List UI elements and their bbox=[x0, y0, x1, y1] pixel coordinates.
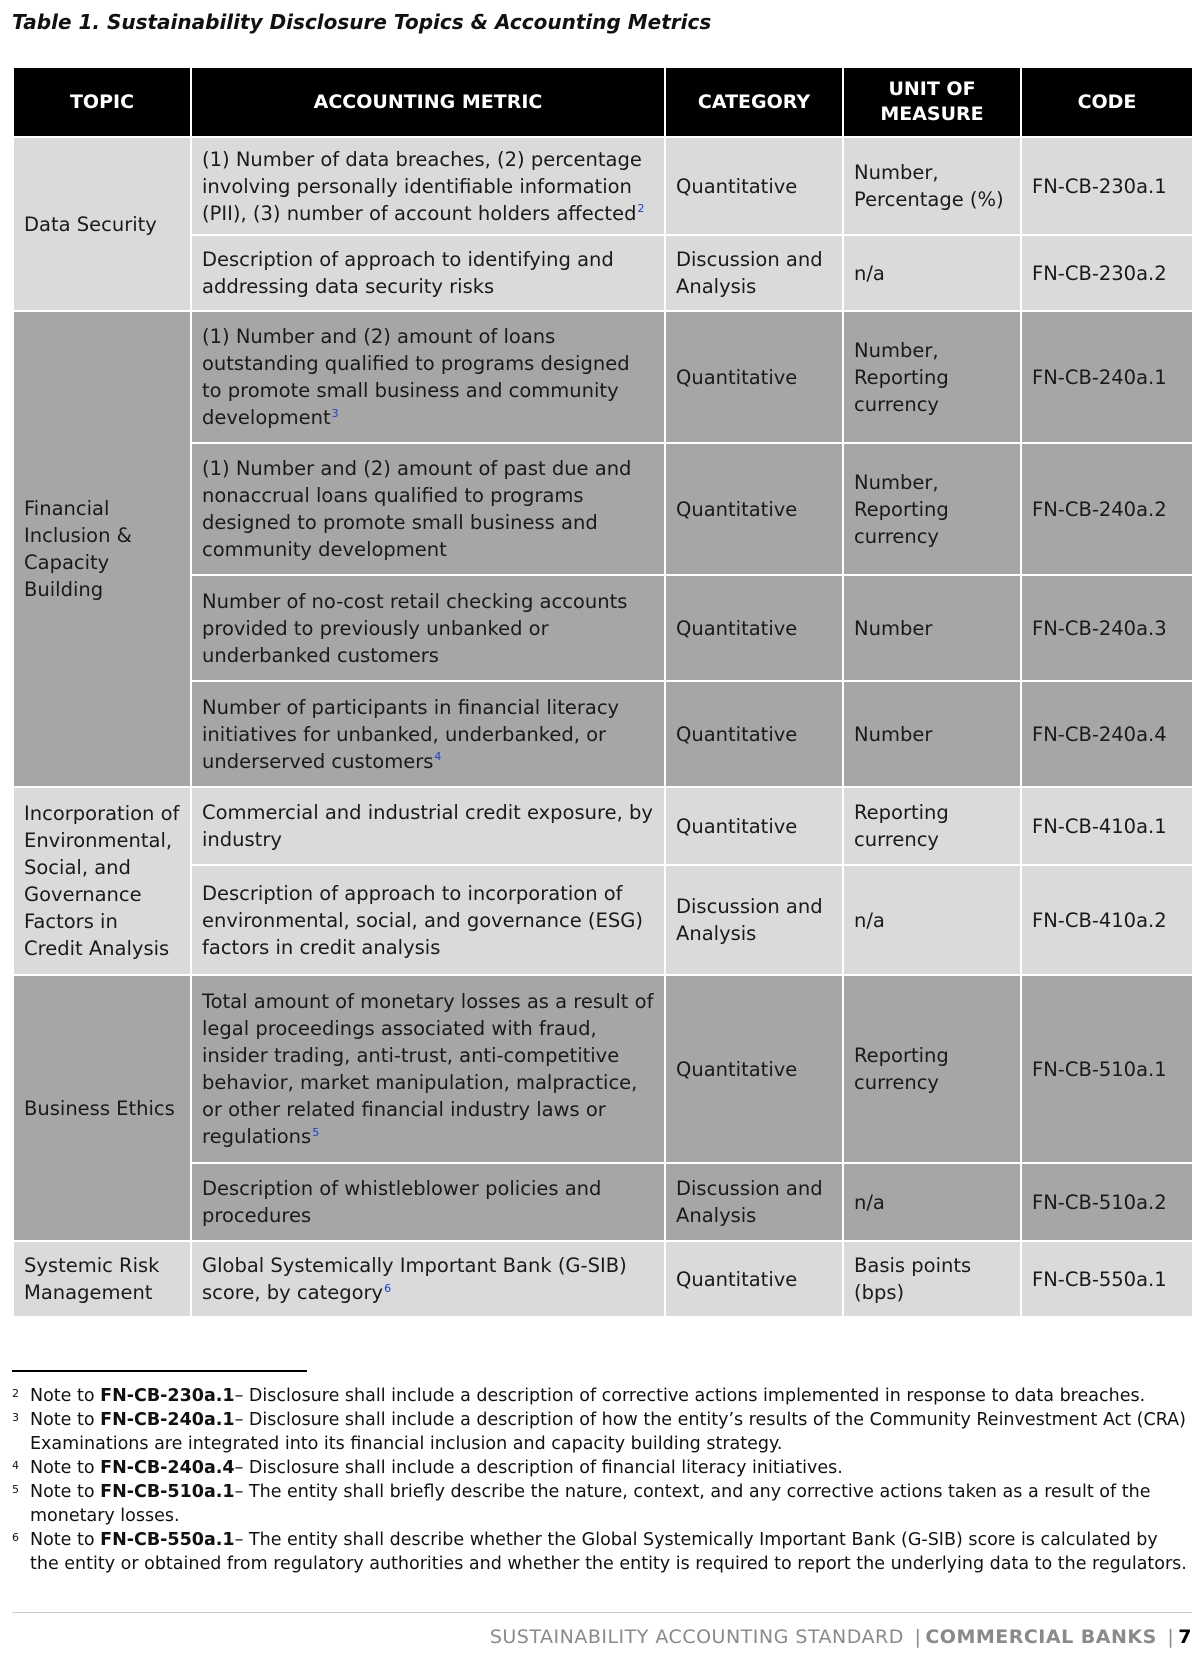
metric-text: (1) Number and (2) amount of loans outstanding qualified to programs designed to promote small business and community development bbox=[202, 325, 630, 429]
footnote bbox=[12, 1384, 1192, 1408]
category-cell: Quantitative bbox=[665, 575, 843, 681]
metric-cell bbox=[191, 235, 665, 311]
category-cell: Quantitative bbox=[665, 1241, 843, 1317]
header-topic: TOPIC bbox=[13, 67, 191, 137]
table-row bbox=[13, 787, 1193, 865]
category-cell: Quantitative bbox=[665, 137, 843, 235]
footer-separator: | bbox=[1167, 1626, 1175, 1648]
unit-cell: Number bbox=[843, 575, 1021, 681]
metrics-table bbox=[12, 66, 1194, 1318]
category-cell: Quantitative bbox=[665, 787, 843, 865]
metric-text: (1) Number and (2) amount of past due and nonaccrual loans qualified to programs designed to promote small business and community development bbox=[202, 457, 632, 561]
metric-cell bbox=[191, 1163, 665, 1241]
topic-cell: Incorporation of Environmental, Social, and Governance Factors in Credit Analysis bbox=[13, 787, 191, 975]
category-cell: Discussion and Analysis bbox=[665, 235, 843, 311]
table-row bbox=[13, 975, 1193, 1163]
footnote-prefix: Note to bbox=[30, 1458, 101, 1478]
unit-cell: n/a bbox=[843, 1163, 1021, 1241]
footnote-code: FN-CB-230a.1 bbox=[100, 1386, 235, 1406]
category-cell: Quantitative bbox=[665, 443, 843, 575]
code-cell: FN-CB-240a.1 bbox=[1021, 311, 1193, 443]
unit-cell: n/a bbox=[843, 865, 1021, 975]
code-cell: FN-CB-510a.1 bbox=[1021, 975, 1193, 1163]
footnote-ref[interactable]: 2 bbox=[637, 202, 645, 215]
footer-divider bbox=[12, 1612, 1192, 1613]
metric-text: Number of no-cost retail checking accounts provided to previously unbanked or underbanked customers bbox=[202, 589, 628, 667]
header-category: CATEGORY bbox=[665, 67, 843, 137]
code-cell: FN-CB-410a.1 bbox=[1021, 787, 1193, 865]
code-cell: FN-CB-230a.2 bbox=[1021, 235, 1193, 311]
footnote-number: 6 bbox=[12, 1531, 19, 1544]
category-cell: Quantitative bbox=[665, 681, 843, 787]
metric-text: Number of participants in financial literacy initiatives for unbanked, underbanked, or underserved customers bbox=[202, 695, 620, 773]
unit-cell: Reporting currency bbox=[843, 787, 1021, 865]
footnote-prefix: Note to bbox=[30, 1410, 101, 1430]
category-cell: Quantitative bbox=[665, 975, 843, 1163]
metric-text: Commercial and industrial credit exposure, by industry bbox=[202, 801, 653, 851]
unit-cell: Number bbox=[843, 681, 1021, 787]
table-row bbox=[13, 137, 1193, 235]
footnote-number: 2 bbox=[12, 1387, 19, 1400]
metric-cell bbox=[191, 443, 665, 575]
footer-industry: COMMERCIAL BANKS bbox=[925, 1626, 1157, 1648]
footnote-prefix: Note to bbox=[30, 1530, 101, 1550]
category-cell: Discussion and Analysis bbox=[665, 1163, 843, 1241]
category-cell: Quantitative bbox=[665, 311, 843, 443]
metric-cell bbox=[191, 311, 665, 443]
topic-cell: Financial Inclusion & Capacity Building bbox=[13, 311, 191, 787]
footnote-prefix: Note to bbox=[30, 1482, 101, 1502]
metric-cell bbox=[191, 865, 665, 975]
metric-text: Description of whistleblower policies and procedures bbox=[202, 1177, 602, 1227]
footnote bbox=[12, 1480, 1192, 1528]
footnote bbox=[12, 1456, 1192, 1480]
footnote-code: FN-CB-240a.1 bbox=[100, 1410, 235, 1430]
header-unit: UNIT OF MEASURE bbox=[843, 67, 1021, 137]
footnotes bbox=[12, 1384, 1192, 1576]
footnote-ref[interactable]: 6 bbox=[384, 1281, 392, 1295]
metric-cell bbox=[191, 1241, 665, 1317]
code-cell: FN-CB-230a.1 bbox=[1021, 137, 1193, 235]
page-footer bbox=[490, 1626, 1192, 1648]
topic-cell: Business Ethics bbox=[13, 975, 191, 1241]
metric-cell bbox=[191, 137, 665, 235]
code-cell: FN-CB-240a.2 bbox=[1021, 443, 1193, 575]
code-cell: FN-CB-240a.3 bbox=[1021, 575, 1193, 681]
unit-cell: Basis points (bps) bbox=[843, 1241, 1021, 1317]
footnote-code: FN-CB-550a.1 bbox=[100, 1530, 235, 1550]
topic-cell: Data Security bbox=[13, 137, 191, 311]
header-row bbox=[13, 67, 1193, 137]
topic-cell: Systemic Risk Management bbox=[13, 1241, 191, 1317]
metric-cell bbox=[191, 787, 665, 865]
footnote-text: – The entity shall briefly describe the nature, context, and any corrective actions taken as a result of the monetary losses. bbox=[30, 1482, 1151, 1526]
footnote-number: 3 bbox=[12, 1411, 19, 1424]
metric-text: (1) Number of data breaches, (2) percentage involving personally identifiable information (PII), (3) number of account holders affected bbox=[202, 147, 642, 225]
unit-cell: Reporting currency bbox=[843, 975, 1021, 1163]
unit-cell: Number, Percentage (%) bbox=[843, 137, 1021, 235]
code-cell: FN-CB-240a.4 bbox=[1021, 681, 1193, 787]
footnote-number: 4 bbox=[12, 1459, 19, 1472]
footnote bbox=[12, 1408, 1192, 1456]
category-cell: Discussion and Analysis bbox=[665, 865, 843, 975]
footnote-text: – The entity shall describe whether the Global Systemically Important Bank (G-SIB) score is calculated by the entity or obtained from regulatory authorities and whether the entity is required to report the underlying data to the regulators. bbox=[30, 1530, 1187, 1574]
unit-cell: n/a bbox=[843, 235, 1021, 311]
unit-cell: Number, Reporting currency bbox=[843, 311, 1021, 443]
page-number: 7 bbox=[1178, 1626, 1192, 1648]
footnote-text: – Disclosure shall include a description of corrective actions implemented in response to data breaches. bbox=[234, 1386, 1146, 1406]
unit-cell: Number, Reporting currency bbox=[843, 443, 1021, 575]
metric-text: Global Systemically Important Bank (G-SIB) score, by category bbox=[202, 1254, 627, 1304]
footnote-ref[interactable]: 4 bbox=[434, 750, 442, 763]
metric-text: Description of approach to identifying and addressing data security risks bbox=[202, 248, 614, 298]
footnote-number: 5 bbox=[12, 1483, 19, 1496]
code-cell: FN-CB-410a.2 bbox=[1021, 865, 1193, 975]
footer-separator: | bbox=[914, 1626, 922, 1648]
metric-cell bbox=[191, 681, 665, 787]
footnote-prefix: Note to bbox=[30, 1386, 101, 1406]
table-title: Table 1. Sustainability Disclosure Topics & Accounting Metrics bbox=[12, 10, 712, 34]
footnote bbox=[12, 1528, 1192, 1576]
footnote-ref[interactable]: 3 bbox=[331, 406, 339, 420]
metric-cell bbox=[191, 575, 665, 681]
header-metric: ACCOUNTING METRIC bbox=[191, 67, 665, 137]
table-row bbox=[13, 1241, 1193, 1317]
metric-text: Description of approach to incorporation of environmental, social, and governance (ESG) factors in credit analysis bbox=[202, 881, 643, 959]
footer-standard: SUSTAINABILITY ACCOUNTING STANDARD bbox=[489, 1626, 904, 1648]
table-row bbox=[13, 311, 1193, 443]
code-cell: FN-CB-550a.1 bbox=[1021, 1241, 1193, 1317]
footnote-divider bbox=[12, 1370, 307, 1372]
header-code: CODE bbox=[1021, 67, 1193, 137]
code-cell: FN-CB-510a.2 bbox=[1021, 1163, 1193, 1241]
metric-text: Total amount of monetary losses as a result of legal proceedings associated with fraud, insider trading, anti-trust, anti-competitive behavior, market manipulation, malpractice, or other related financial industry laws or regulations bbox=[202, 990, 654, 1148]
footnote-code: FN-CB-240a.4 bbox=[100, 1458, 235, 1478]
footnote-text: – Disclosure shall include a description of how the entity’s results of the Community Reinvestment Act (CRA) Examinations are integrated into its financial inclusion and capacity building strategy. bbox=[30, 1410, 1186, 1454]
metric-cell bbox=[191, 975, 665, 1163]
footnote-text: – Disclosure shall include a description of financial literacy initiatives. bbox=[234, 1458, 843, 1478]
footnote-ref[interactable]: 5 bbox=[312, 1125, 320, 1139]
footnote-code: FN-CB-510a.1 bbox=[100, 1482, 235, 1502]
